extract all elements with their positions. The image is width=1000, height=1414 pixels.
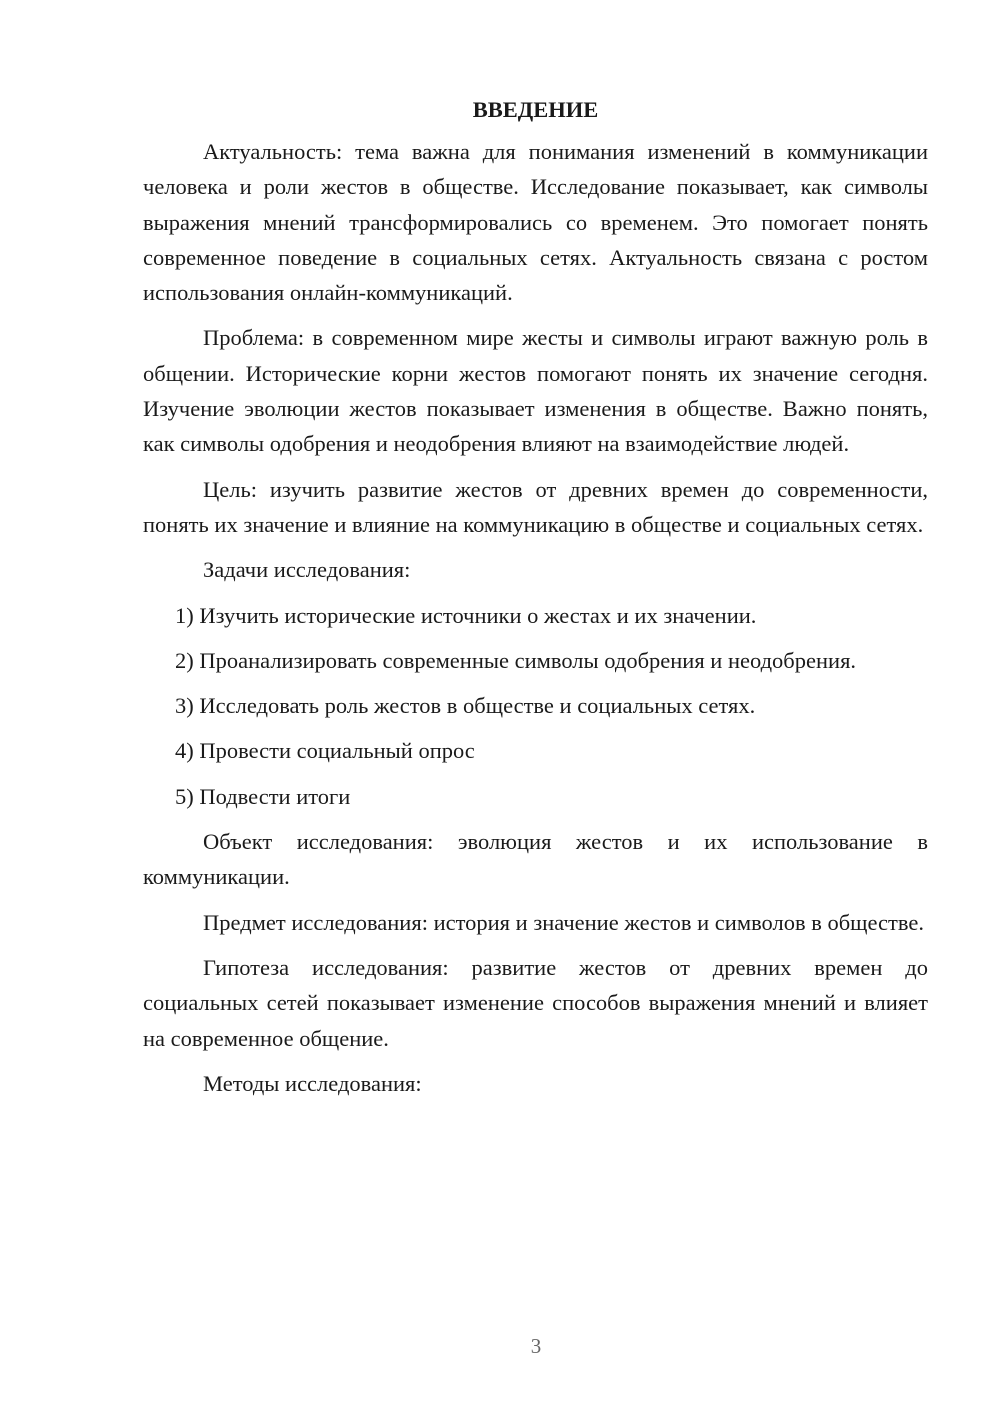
tasks-heading: Задачи исследования:: [203, 557, 411, 583]
subject-paragraph: Предмет исследования: история и значение жестов и символов в обществе.: [203, 909, 924, 935]
page-content: [143, 92, 928, 1111]
page-number: 3: [530, 1334, 542, 1358]
task-item-3: 3) Исследовать роль жестов в обществе и социальных сетях.: [175, 693, 756, 719]
section-title: ВВЕДЕНИЕ: [472, 97, 599, 122]
task-item-2: 2) Проанализировать современные символы одобрения и неодобрения.: [175, 647, 857, 673]
goal-paragraph: Цель: изучить развитие жестов от древних времен до современности, понять их значение и влияние на коммуникацию в обществе и социальных сетях.: [143, 476, 928, 537]
object-paragraph: Объект исследования: эволюция жестов и их использование в коммуникации.: [143, 829, 928, 890]
task-item-5: 5) Подвести итоги: [175, 783, 351, 809]
task-item-4: 4) Провести социальный опрос: [175, 738, 475, 764]
task-item-1: 1) Изучить исторические источники о жестах и их значении.: [175, 602, 757, 628]
problem-paragraph: Проблема: в современном мире жесты и символы играют важную роль в общении. Исторические корни жестов помогают понять их значение сегодня. Изучение эволюции жестов показывает изменения в обществе. Важно понять, как символы одобрения и неодобрения влияют на взаимодействие людей.: [143, 325, 928, 457]
hypothesis-paragraph: Гипотеза исследования: развитие жестов от древних времен до социальных сетей показывает изменение способов выражения мнений и влияет на современное общение.: [143, 954, 928, 1051]
relevance-paragraph: Актуальность: тема важна для понимания изменений в коммуникации человека и роли жестов в обществе. Исследование показывает, как символы выражения мнений трансформировались со временем. Это помогает понять современное поведение в социальных сетях. Актуальность связана с ростом использования онлайн-коммуникаций.: [143, 139, 928, 306]
methods-heading: Методы исследования:: [203, 1070, 422, 1096]
